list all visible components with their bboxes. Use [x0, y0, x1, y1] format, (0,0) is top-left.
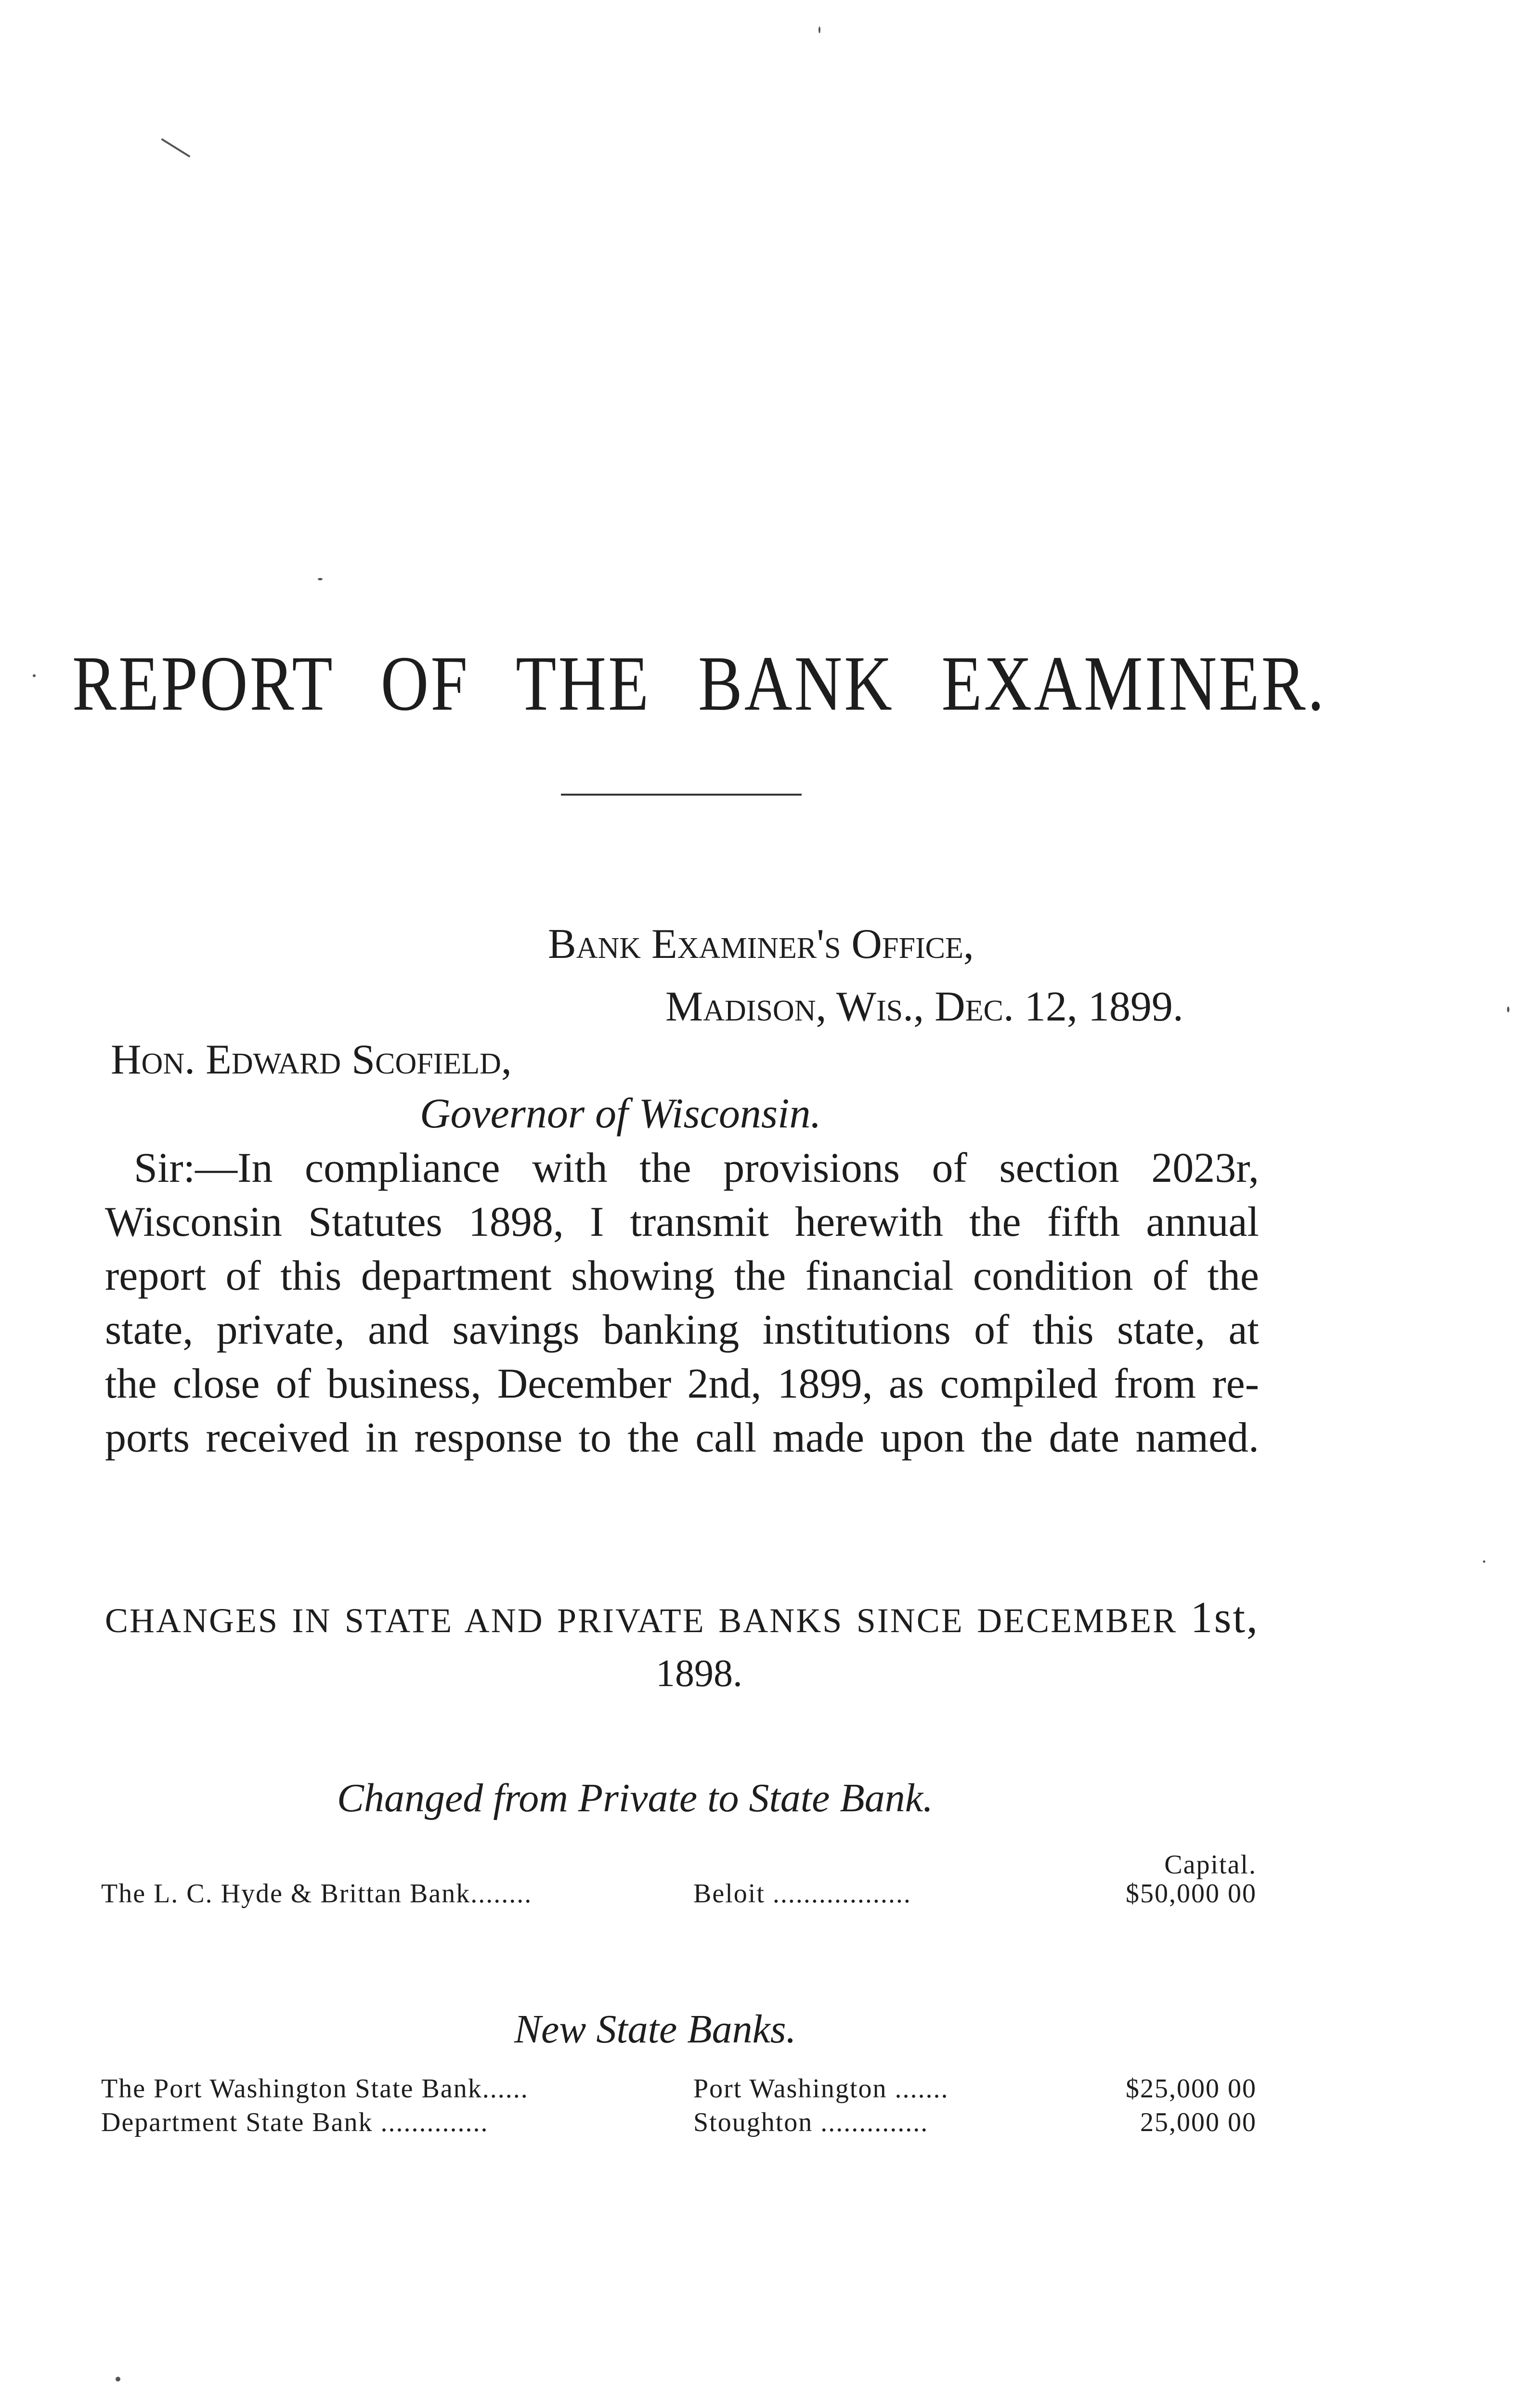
letter-line-4: state, private, and savings banking institutions of this state, at	[105, 1307, 1259, 1353]
bank-name: Department State Bank ..............	[101, 2107, 489, 2137]
bank-capital: 25,000 00	[1140, 2107, 1257, 2137]
changes-year: 1898.	[656, 1652, 742, 1695]
bank-location: Beloit ..................	[693, 1879, 911, 1909]
page-title: REPORT OF THE BANK EXAMINER.	[72, 640, 1326, 727]
location-date-line: Madison, Wis., Dec. 12, 1899.	[665, 983, 1183, 1030]
table-row	[101, 2073, 1257, 2107]
section-heading-private-to-state: Changed from Private to State Bank.	[337, 1776, 934, 1820]
letter-line-1: Sir:—In compliance with the provisions of section 2023r,	[134, 1145, 1259, 1191]
bank-name: The L. C. Hyde & Brittan Bank........	[101, 1879, 533, 1909]
letter-line-6: ports received in response to the call made upon the date named.	[105, 1414, 1259, 1461]
bank-capital: $50,000 00	[1126, 1879, 1257, 1909]
bank-location: Stoughton ..............	[693, 2107, 929, 2137]
bank-name: The Port Washington State Bank......	[101, 2074, 529, 2104]
office-line: Bank Examiner's Office,	[548, 921, 974, 968]
letter-line-2: Wisconsin Statutes 1898, I transmit herewith the fifth annual	[105, 1199, 1259, 1245]
changes-heading-text: CHANGES IN STATE AND PRIVATE BANKS SINCE DECEMBER	[105, 1601, 1178, 1640]
letter-line-3: report of this department showing the financial condition of the	[105, 1253, 1259, 1299]
title-rule	[561, 794, 802, 796]
changes-heading	[105, 1592, 1259, 1643]
table-row	[101, 2107, 1257, 2141]
addressee-title: Governor of Wisconsin.	[420, 1090, 821, 1137]
bank-capital: $25,000 00	[1126, 2074, 1257, 2104]
changes-heading-date: 1st,	[1190, 1593, 1260, 1642]
capital-column-header: Capital.	[1164, 1850, 1257, 1880]
letter-line-5: the close of business, December 2nd, 1899, as compiled from re-	[105, 1361, 1259, 1407]
bank-location: Port Washington .......	[693, 2074, 949, 2104]
section-heading-new-state-banks: New State Banks.	[514, 2007, 796, 2052]
addressee-name: Hon. Edward Scofield,	[111, 1036, 512, 1083]
table-row	[101, 1878, 1257, 1912]
